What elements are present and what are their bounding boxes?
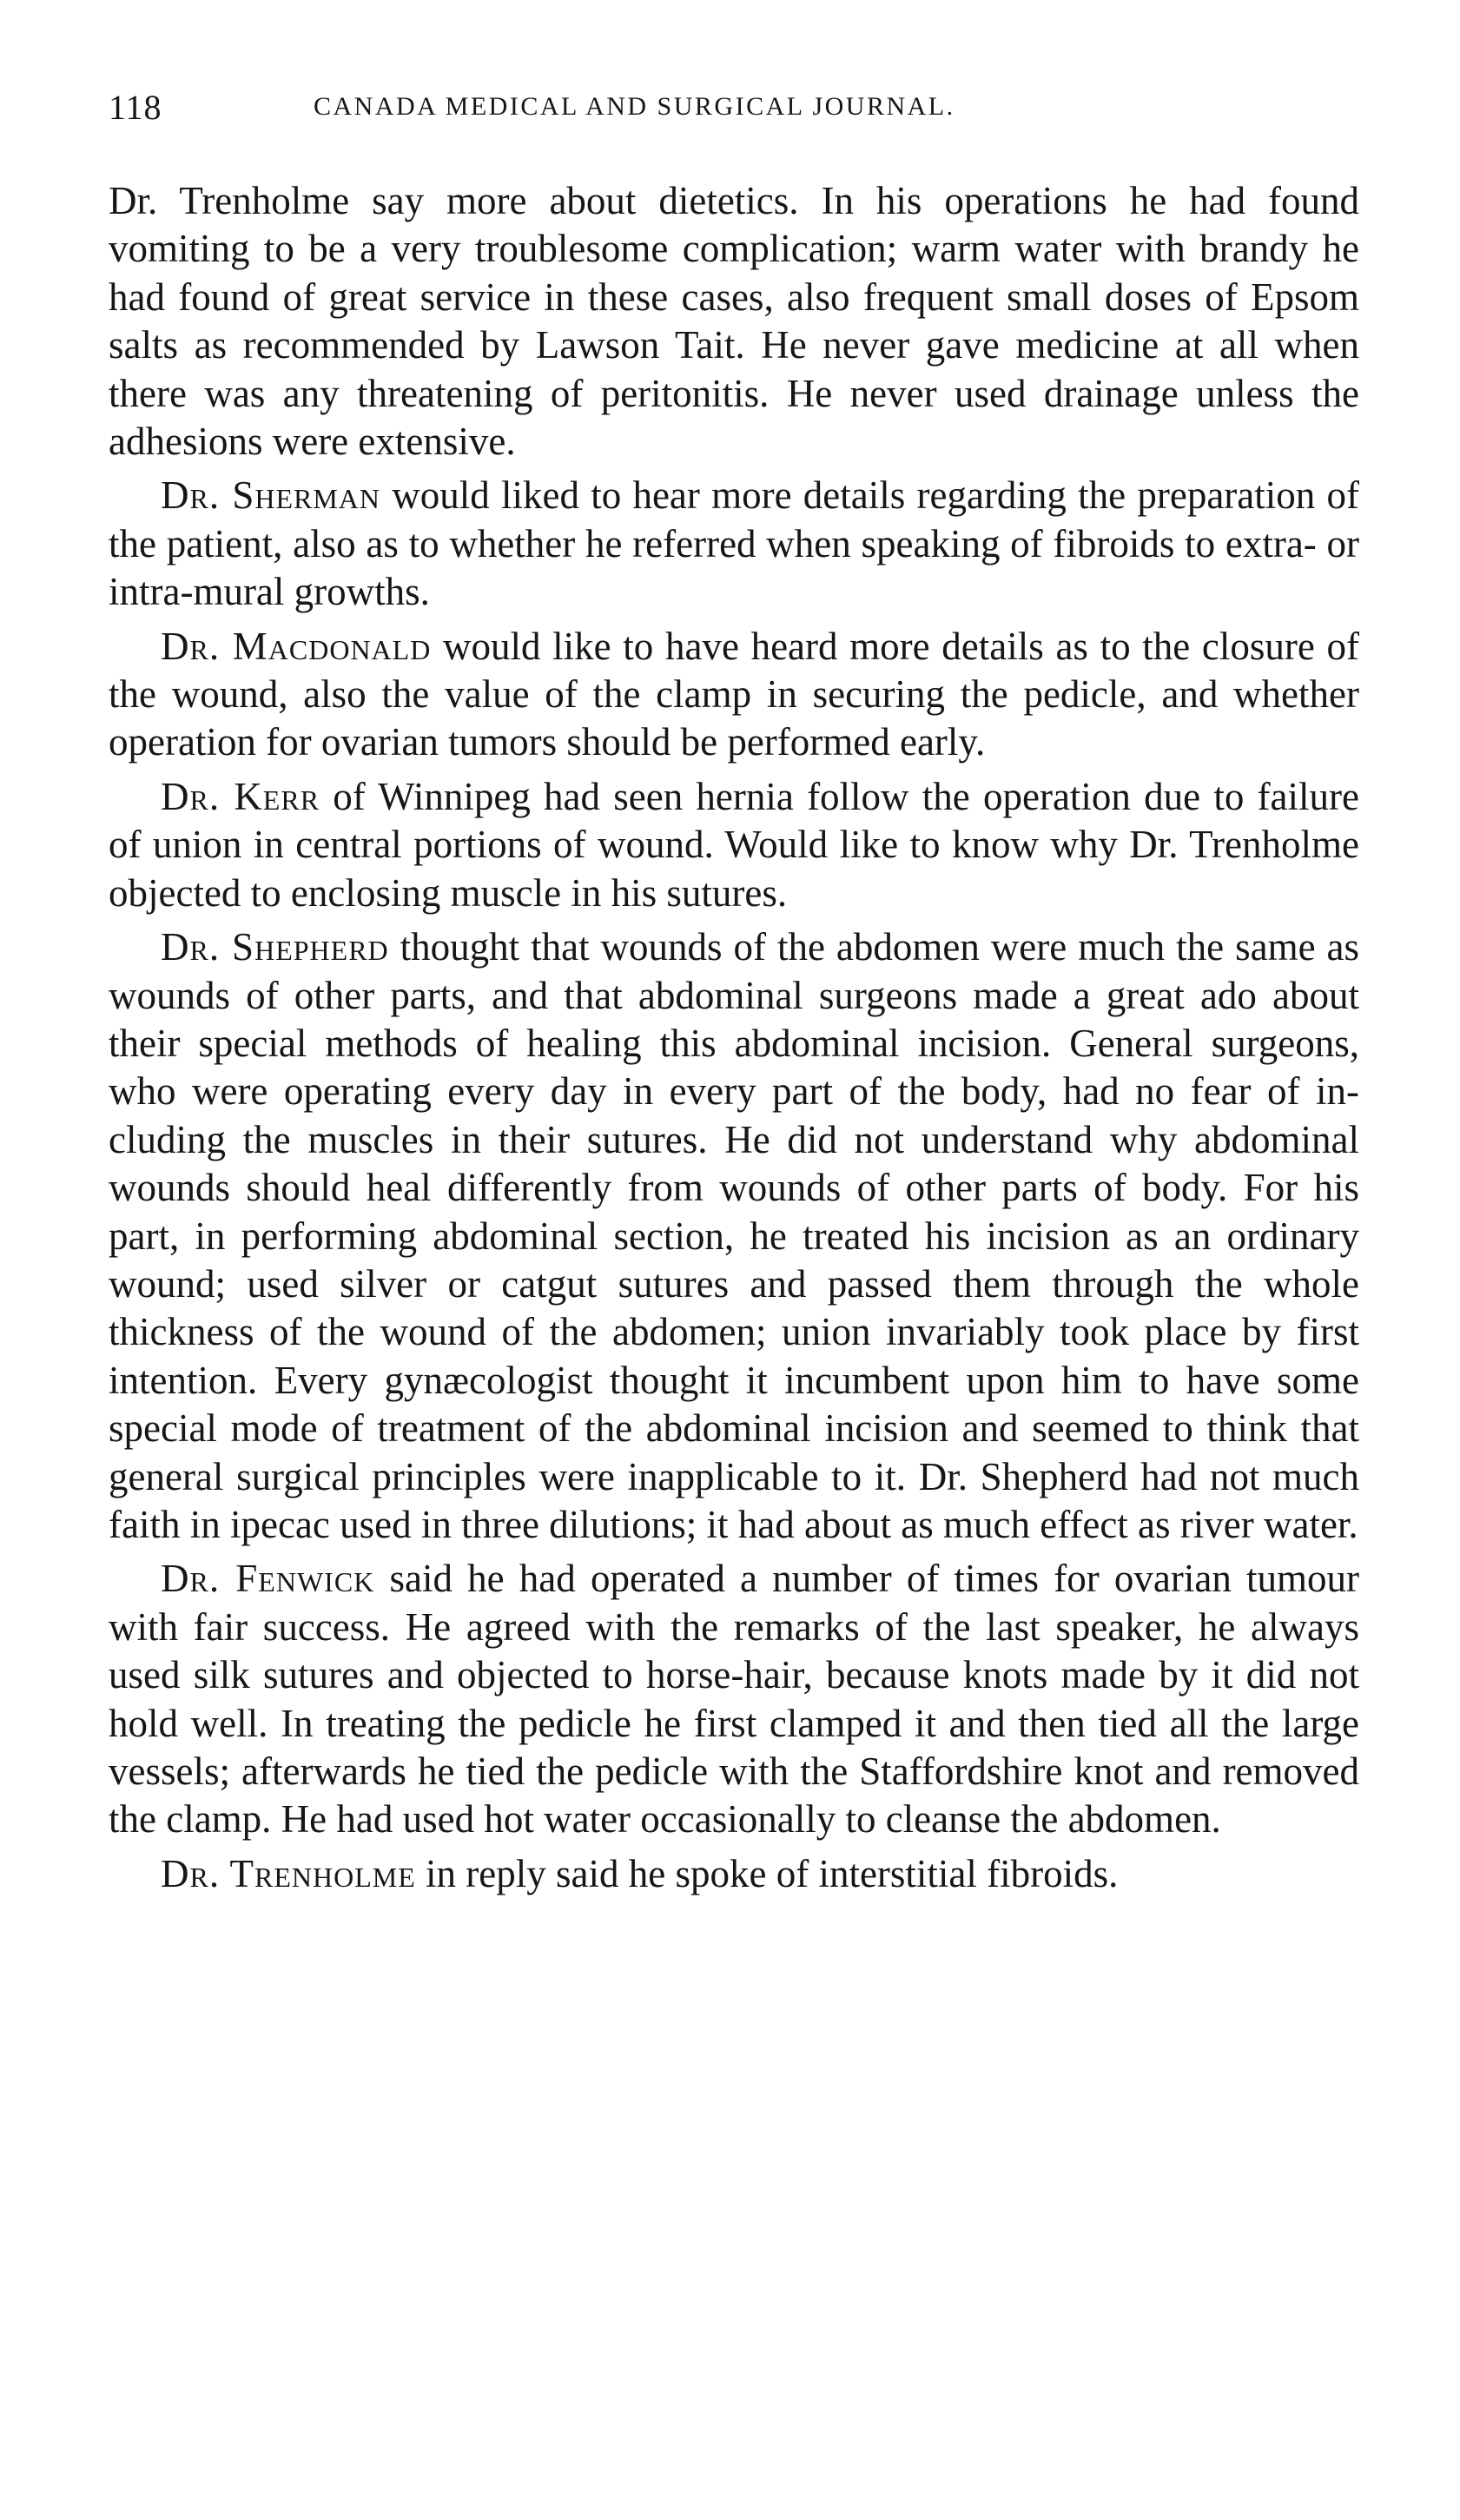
paragraph-text: of Winnipeg had seen hernia follow the operation due to failure of union in central portions of wound. Would like to know why Dr. Trenholme objected to enclosing muscle in his sutures. [109, 774, 1359, 915]
paragraph-fenwick [109, 1555, 1359, 1843]
speaker-name: Dr. Kerr [161, 774, 320, 818]
running-head: CANADA MEDICAL AND SURGICAL JOURNAL. [314, 92, 955, 121]
paragraph-text: would liked to hear more details regarding the preparation of the patient, also as to whether he referred when speaking of fibroids to extra- or intra-mural growths. [109, 473, 1359, 614]
paragraph-kerr [109, 773, 1359, 917]
paragraph-trenholme-dietetics [109, 177, 1359, 466]
speaker-name: Dr. Trenholme [161, 1851, 416, 1895]
paragraph-shepherd [109, 923, 1359, 1549]
paragraph-macdonald [109, 623, 1359, 767]
paragraph-text: would like to have heard more details as to the closure of the wound, also the value of the clamp in securing the pedicle, and whether operation for ovarian tumors should be performed early. [109, 624, 1359, 764]
speaker-name: Dr. Macdonald [161, 624, 432, 668]
speaker-name: Dr. Sherman [161, 473, 381, 518]
speaker-name: Dr. Fenwick [161, 1557, 375, 1601]
page-number: 118 [109, 88, 162, 127]
paragraph-text: in reply said he spoke of interstitial fibroids. [415, 1851, 1119, 1895]
paragraph-sherman [109, 472, 1359, 616]
paragraph-trenholme-reply [109, 1850, 1359, 1898]
speaker-name: Dr. Shepherd [161, 925, 389, 969]
paragraph-text: said he had operated a number of times for ovarian tumour with fair success. He agreed with the remarks of the last speaker, he always used silk sutures and objected to horse-hair, because knots made by it did not hold well. In treating the pedicle he first clamped it and then tied all the large vessels; afterwards he tied the pedicle with the Staffordshire knot and removed the clamp. He had used hot water occasionally to cleanse the abdomen. [109, 1557, 1359, 1842]
paragraph-text: thought that wounds of the abdomen were much the same as wounds of other parts, and that abdominal surgeons made a great ado about their special methods of healing this abdominal incision. General surgeons, who were operating every day in every part of the body, had no fear of including the muscles in their sutures. He did not understand why abdominal wounds should heal differently from wounds of other parts of body. For his part, in performing abdominal section, he treated his incision as an ordinary wound; used silver or catgut sutures and passed them through the whole thickness of the wound of the abdomen; union invariably took place by first intention. Every gynæcologist thought it incumbent upon him to have some special mode of treatment of the abdominal incision and seemed to think that general surgical principles were inapplicable to it. Dr. Shepherd had not much faith in ipecac used in three dilutions; it had about as much effect as river water. [109, 925, 1359, 1546]
body-text [109, 177, 1359, 1904]
paragraph-text: Dr. Trenholme say more about dietetics. In his operations he had found vomiting to be a very troublesome complication; warm water with brandy he had found of great service in these cases, also frequent small doses of Epsom salts as recommended by Lawson Tait. He never gave medicine at all when there was any threatening of peritonitis. He never used drainage unless the adhesions were extensive. [109, 179, 1359, 464]
page-header [109, 87, 1359, 139]
